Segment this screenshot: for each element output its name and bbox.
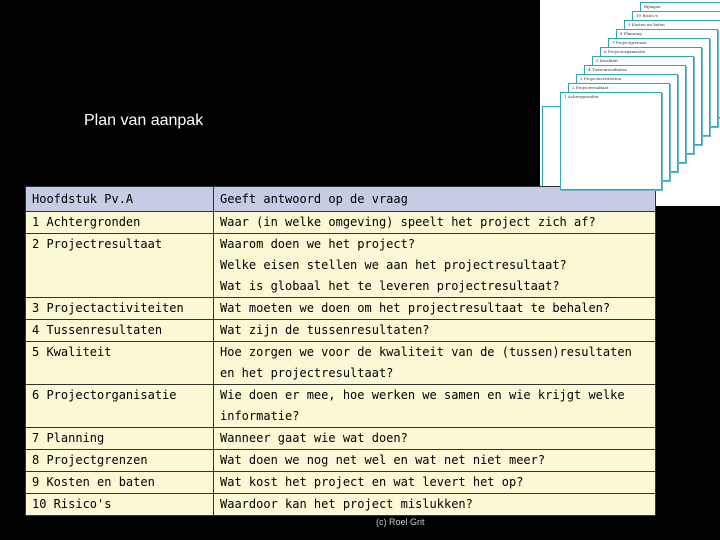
chapter-cell: 7 Planning bbox=[26, 428, 214, 450]
question-text: Wie doen er mee, hoe werken we samen en wie krijgt welke informatie? bbox=[220, 388, 625, 423]
chapter-cell: 1 Achtergronden bbox=[26, 212, 214, 234]
chapter-cell: 2 Projectresultaat bbox=[26, 234, 214, 298]
chapter-cell: 10 Risico's bbox=[26, 494, 214, 516]
question-cell bbox=[214, 342, 656, 385]
table-row bbox=[26, 298, 656, 320]
question-text: Welke eisen stellen we aan het projectresultaat? bbox=[220, 258, 567, 272]
chapter-cell: 5 Kwaliteit bbox=[26, 342, 214, 385]
question-text: Waardoor kan het project mislukken? bbox=[220, 497, 473, 511]
table-row bbox=[26, 234, 656, 298]
question-cell bbox=[214, 494, 656, 516]
question-text: Wanneer gaat wie wat doen? bbox=[220, 431, 408, 445]
chapter-cell: 4 Tussenresultaten bbox=[26, 320, 214, 342]
question-text: Wat is globaal het te leveren projectresultaat? bbox=[220, 279, 560, 293]
stack-sheet-label: 1 Achtergronden bbox=[564, 94, 599, 99]
question-cell bbox=[214, 428, 656, 450]
table-row bbox=[26, 385, 656, 428]
question-cell bbox=[214, 450, 656, 472]
question-cell bbox=[214, 212, 656, 234]
header-chapter: Hoofdstuk Pv.A bbox=[26, 187, 214, 212]
slide-title: Plan van aanpak bbox=[84, 112, 204, 129]
stack-sheet-label: 7 Projectgrenzen bbox=[612, 40, 647, 45]
table-row bbox=[26, 212, 656, 234]
table-row bbox=[26, 342, 656, 385]
stack-sheet-label: 4 Tussenresultaten bbox=[588, 67, 627, 72]
stack-sheet-label: 6 Projectorganisatie bbox=[604, 49, 646, 54]
table-header-row bbox=[26, 187, 656, 212]
chapter-cell: 9 Kosten en baten bbox=[26, 472, 214, 494]
chapter-cell: 6 Projectorganisatie bbox=[26, 385, 214, 428]
chapter-cell: 8 Projectgrenzen bbox=[26, 450, 214, 472]
table-row bbox=[26, 450, 656, 472]
copyright-footer: (c) Roel Grit bbox=[376, 517, 425, 527]
question-text: Waar (in welke omgeving) speelt het project zich af? bbox=[220, 215, 596, 229]
question-text: Waarom doen we het project? bbox=[220, 237, 416, 251]
stack-sheet-label: 10 Risico's bbox=[636, 13, 658, 18]
header-question: Geeft antwoord op de vraag bbox=[214, 187, 656, 212]
stack-sheet-label: Bijlagen bbox=[644, 4, 661, 9]
question-text: Wat moeten we doen om het projectresultaat te behalen? bbox=[220, 301, 611, 315]
table-row bbox=[26, 428, 656, 450]
table-row bbox=[26, 320, 656, 342]
plan-table bbox=[25, 186, 656, 516]
question-cell bbox=[214, 234, 656, 298]
document-stack-illustration bbox=[540, 0, 720, 206]
stack-sheet-label: 2 Projectresultaat bbox=[572, 85, 609, 90]
question-cell bbox=[214, 320, 656, 342]
question-text: Hoe zorgen we voor de kwaliteit van de (tussen)resultaten en het projectresultaat? bbox=[220, 345, 632, 380]
question-cell bbox=[214, 298, 656, 320]
question-text: Wat zijn de tussenresultaten? bbox=[220, 323, 430, 337]
question-text: Wat kost het project en wat levert het op? bbox=[220, 475, 524, 489]
chapter-cell: 3 Projectactiviteiten bbox=[26, 298, 214, 320]
table-row bbox=[26, 472, 656, 494]
stack-sheet-label: 3 Projectactiviteiten bbox=[580, 76, 622, 81]
question-cell bbox=[214, 385, 656, 428]
stack-sheet bbox=[560, 92, 662, 190]
question-text: Wat doen we nog net wel en wat net niet meer? bbox=[220, 453, 546, 467]
stack-sheet-label: 5 Kwaliteit bbox=[596, 58, 619, 63]
question-cell bbox=[214, 472, 656, 494]
table-row bbox=[26, 494, 656, 516]
stack-sheet-label: 8 Planning bbox=[620, 31, 642, 36]
stack-sheet-label: 9 Kosten en baten bbox=[628, 22, 665, 27]
